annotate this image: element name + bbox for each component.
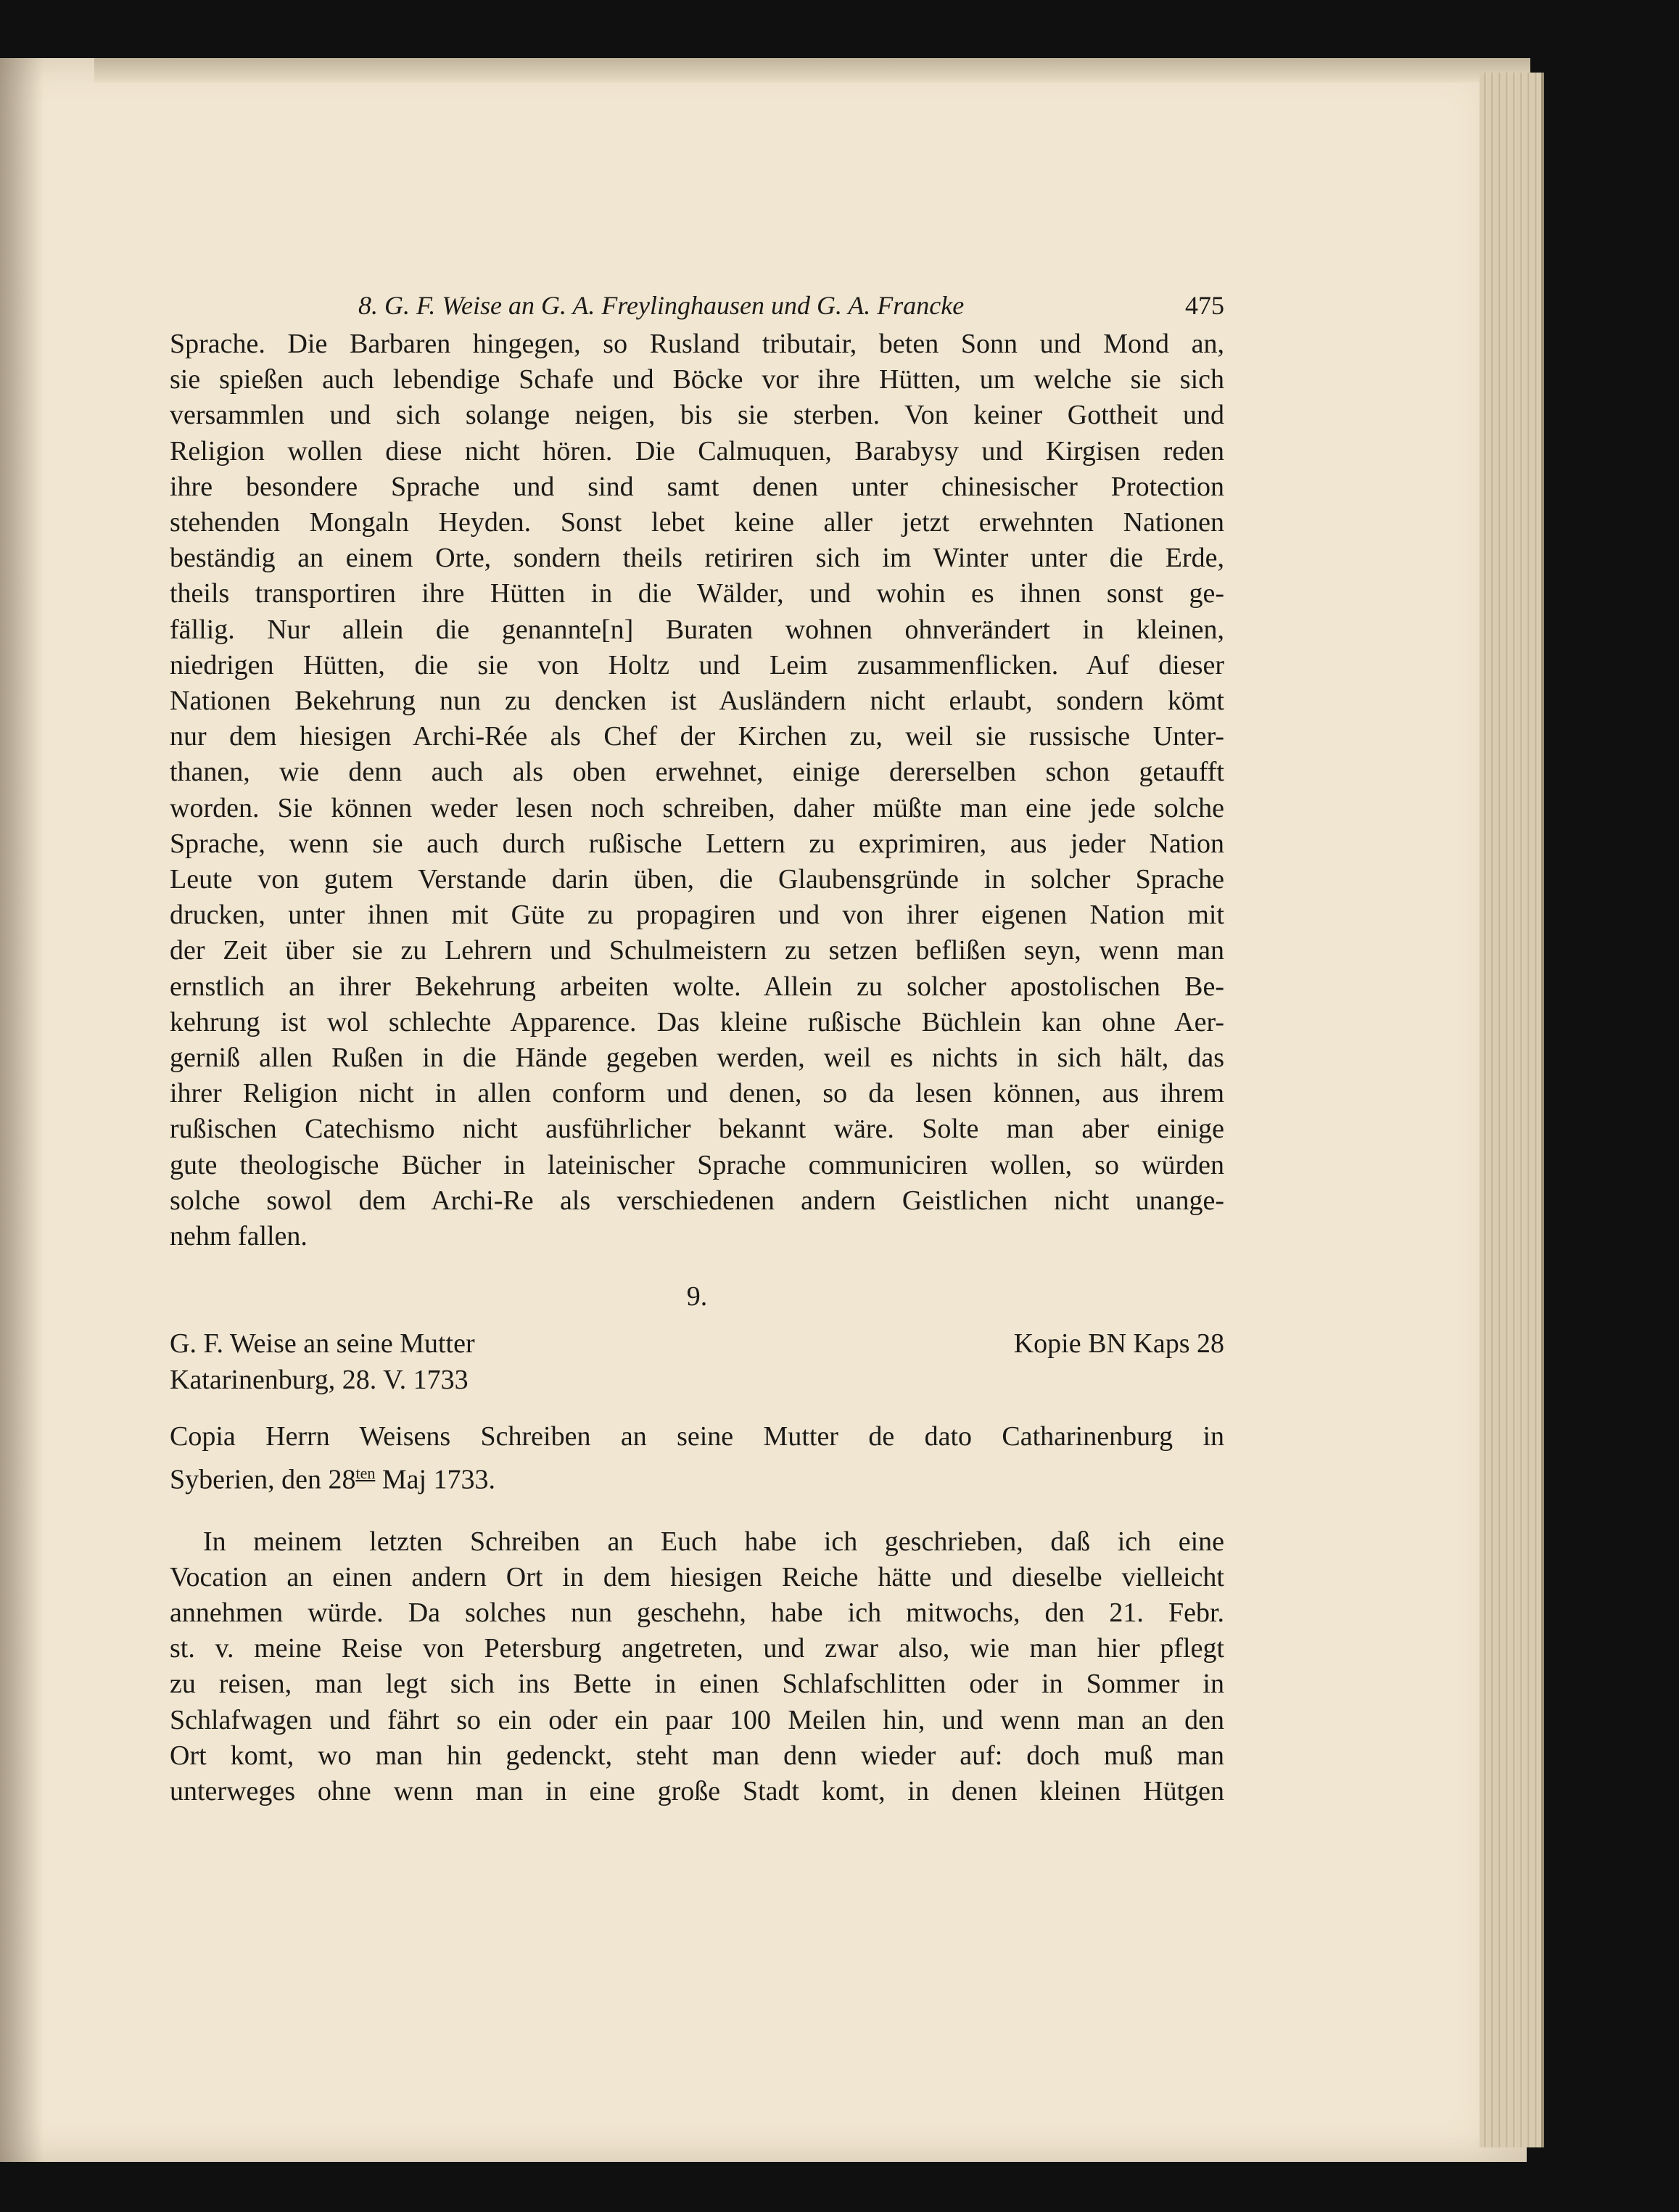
- text-line: Vocation an einen andern Ort in dem hiesigen Reiche hätte und dieselbe vielleicht: [170, 1561, 1224, 1592]
- text-line: sie spießen auch lebendige Schafe und Böcke vor ihre Hütten, um welche sie sich: [170, 364, 1224, 395]
- text-line: Religion wollen diese nicht hören. Die Calmuquen, Barabysy und Kirgisen reden: [170, 435, 1224, 466]
- text-line: niedrigen Hütten, die sie von Holtz und Leim zusammenflicken. Auf dieser: [170, 649, 1224, 681]
- text-line: Sprache. Die Barbaren hingegen, so Rusland tributair, beten Sonn und Mond an,: [170, 329, 1224, 359]
- text-line: ihrer Religion nicht in allen conform und denen, so da lesen können, aus ihrem: [170, 1078, 1224, 1109]
- text-line: nehm fallen.: [170, 1221, 308, 1252]
- text-line: Nationen Bekehrung nun zu dencken ist Ausländern nicht erlaubt, sondern kömt: [170, 686, 1224, 717]
- text-line: thanen, wie denn auch als oben erwehnet, einige dererselben schon getaufft: [170, 757, 1224, 788]
- document-author-recipient: G. F. Weise an seine Mutter: [170, 1328, 475, 1360]
- heading-date-prefix: Syberien, den 28: [170, 1464, 356, 1495]
- document-source: Kopie BN Kaps 28: [1013, 1328, 1224, 1360]
- section-number: 9.: [686, 1281, 708, 1312]
- text-line: gute theologische Bücher in lateinischer Sprache communiciren wollen, so würden: [170, 1149, 1224, 1180]
- body-paragraph: [170, 326, 1224, 1254]
- text-block: [170, 283, 1224, 1809]
- text-line: der Zeit über sie zu Lehrern und Schulmeistern zu setzen beflißen seyn, wenn man: [170, 935, 1224, 966]
- document-place-date: Katarinenburg, 28. V. 1733: [170, 1364, 469, 1395]
- text-line: st. v. meine Reise von Petersburg angetreten, und zwar also, wie man hier pflegt: [170, 1633, 1224, 1664]
- heading-date-suffix: Maj 1733.: [375, 1464, 496, 1495]
- page-top-edge: [94, 58, 1530, 83]
- text-line: unterweges ohne wenn man in eine große Stadt komt, in denen kleinen Hütgen: [170, 1775, 1224, 1806]
- letter-heading: [170, 1419, 1224, 1497]
- text-line: [170, 1455, 1224, 1498]
- text-line: gerniß allen Rußen in die Hände gegeben werden, weil es nichts in sich hält, das: [170, 1043, 1224, 1074]
- running-head: [170, 283, 1224, 326]
- text-line: versammlen und sich solange neigen, bis sie sterben. Von keiner Gottheit und: [170, 400, 1224, 431]
- gutter-shadow: [0, 58, 44, 2162]
- text-line: annehmen würde. Da solches nun geschehn, habe ich mitwochs, den 21. Febr.: [170, 1597, 1224, 1628]
- text-line: Copia Herrn Weisens Schreiben an seine Mutter de dato Catharinenburg in: [170, 1421, 1224, 1452]
- text-line: ihre besondere Sprache und sind samt denen unter chinesischer Protection: [170, 471, 1224, 502]
- text-line: Sprache, wenn sie auch durch rußische Lettern zu exprimiren, aus jeder Nation: [170, 828, 1224, 859]
- text-line: In meinem letzten Schreiben an Euch habe ich geschrieben, daß ich eine: [203, 1526, 1224, 1557]
- text-line: Leute von gutem Verstande darin üben, die Glaubensgründe in solcher Sprache: [170, 864, 1224, 895]
- text-line: beständig an einem Orte, sondern theils retiriren sich im Winter unter die Erde,: [170, 543, 1224, 574]
- text-line: worden. Sie können weder lesen noch schreiben, daher müßte man eine jede solche: [170, 792, 1224, 823]
- text-line: ernstlich an ihrer Bekehrung arbeiten wolte. Allein zu solcher apostolischen Be-: [170, 971, 1224, 1002]
- text-line: rußischen Catechismo nicht ausführlicher bekannt wäre. Solte man aber einige: [170, 1114, 1224, 1145]
- text-line: Schlafwagen und fährt so ein oder ein paar 100 Meilen hin, und wenn man an den: [170, 1704, 1224, 1735]
- running-title: 8. G. F. Weise an G. A. Freylinghausen und G. A. Francke: [358, 291, 965, 320]
- document-meta-left: [170, 1326, 475, 1397]
- text-line: zu reisen, man legt sich ins Bette in einen Schlafschlitten oder in Sommer in: [170, 1669, 1224, 1700]
- letter-body: [170, 1524, 1224, 1810]
- text-line: stehenden Mongaln Heyden. Sonst lebet keine aller jetzt erwehnten Nationen: [170, 507, 1224, 538]
- text-line: drucken, unter ihnen mit Güte zu propagiren und von ihrer eigenen Nation mit: [170, 900, 1224, 931]
- text-line: theils transportiren ihre Hütten in die Wälder, und wohin es ihnen sonst ge-: [170, 578, 1224, 609]
- heading-date-superscript: ten: [355, 1463, 376, 1482]
- document-meta: [170, 1326, 1224, 1397]
- text-line: Ort komt, wo man hin gedenckt, steht man denn wieder auf: doch muß man: [170, 1740, 1224, 1771]
- text-line: solche sowol dem Archi-Re als verschiedenen andern Geistlichen nicht unange-: [170, 1185, 1224, 1216]
- text-line: nur dem hiesigen Archi-Rée als Chef der Kirchen zu, weil sie russische Unter-: [170, 721, 1224, 752]
- page-number: 475: [1185, 291, 1224, 320]
- page-stack-edge: [1480, 73, 1544, 2147]
- text-line: kehrung ist wol schlechte Apparence. Das kleine rußische Büchlein kan ohne Aer-: [170, 1006, 1224, 1037]
- text-line: fällig. Nur allein die genannte[n] Buraten wohnen ohnverändert in kleinen,: [170, 614, 1224, 645]
